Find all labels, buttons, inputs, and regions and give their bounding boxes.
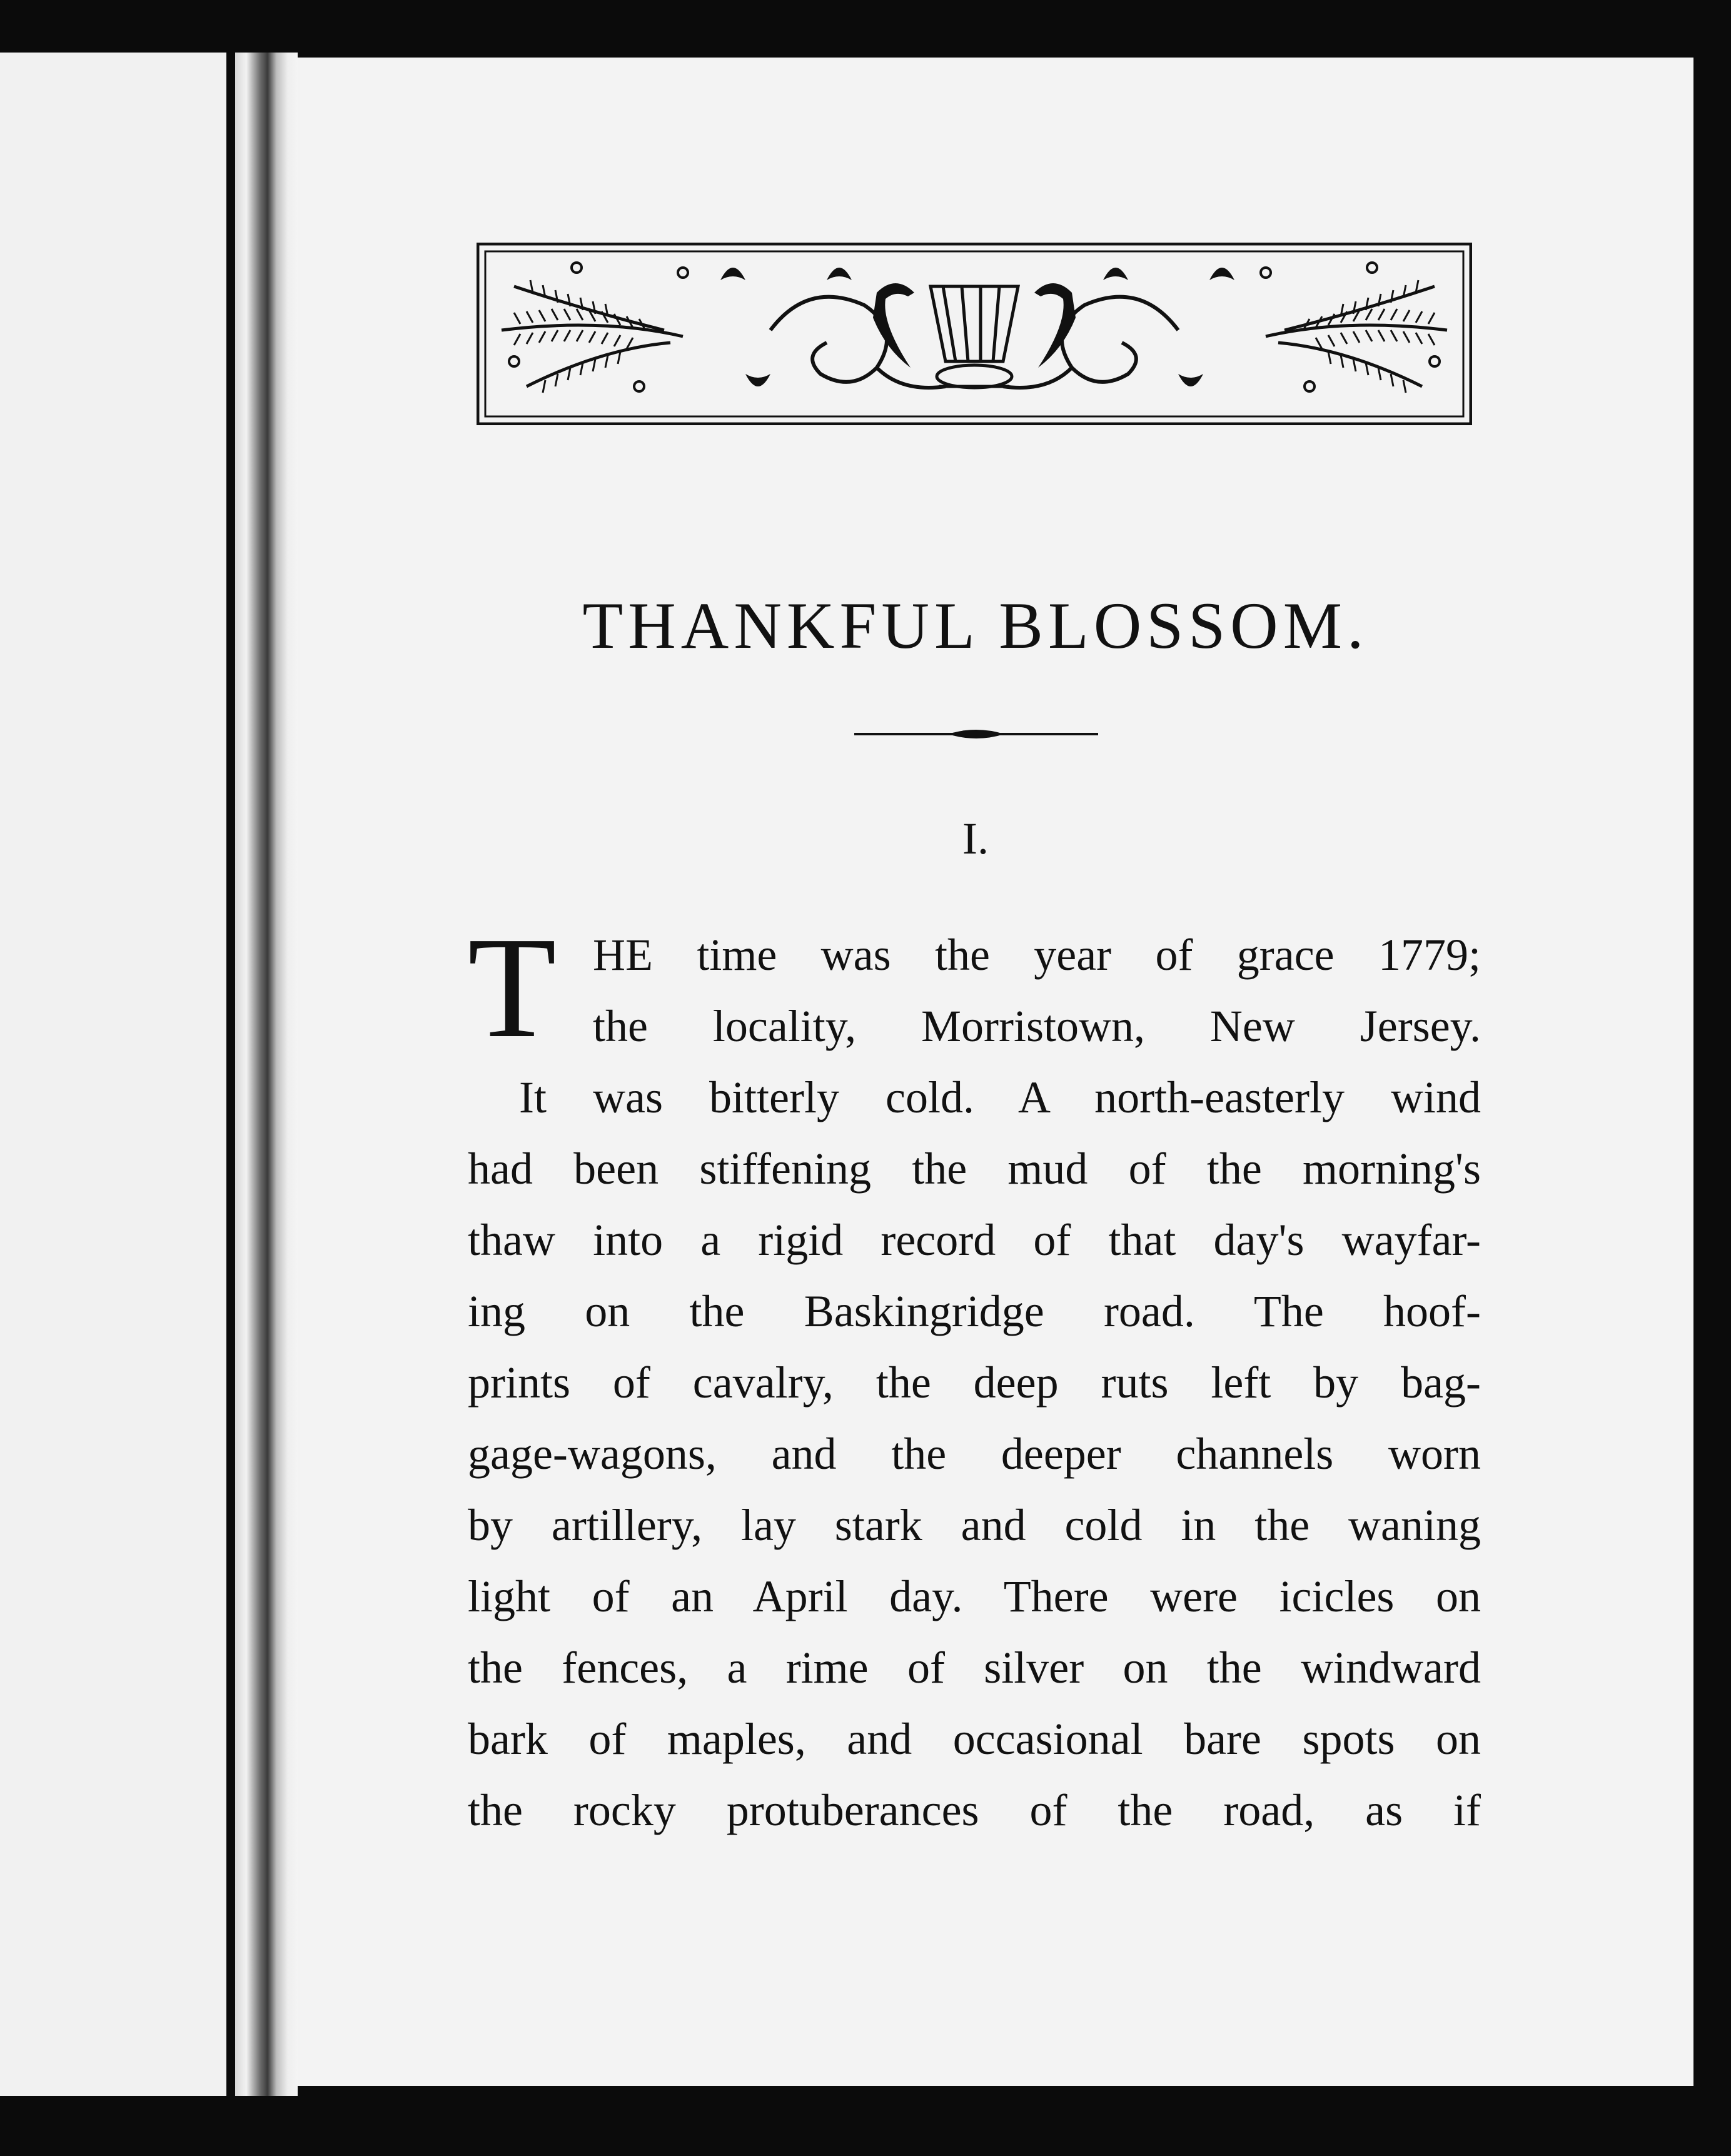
text-line: by artillery, lay stark and cold in the waning [468,1500,1481,1550]
ornamental-rule-icon [854,725,1098,743]
floral-ornament-icon [477,243,1472,425]
gutter [226,53,235,2096]
book-spine [235,53,298,2096]
text-line: the rocky protuberances of the road, as if [468,1785,1481,1835]
text-line: thaw into a rigid record of that day's wayfar- [468,1215,1481,1265]
text-line: light of an April day. There were icicles on [468,1571,1481,1621]
text-line: bark of maples, and occasional bare spots on [468,1714,1481,1764]
text-line: prints of cavalry, the deep ruts left by bag- [468,1358,1481,1408]
left-page [0,53,226,2096]
body-text [468,907,1481,1846]
text-line: had been stiffening the mud of the morning's [468,1144,1481,1194]
drop-cap: T [468,907,557,1068]
chapter-heading: I. [962,814,989,864]
book-title: THANKFUL BLOSSOM. [582,589,1369,662]
text-line: HE time was the year of grace 1779; [593,930,1481,980]
text-line: ing on the Baskingridge road. The hoof- [468,1286,1481,1336]
text-line: the locality, Morristown, New Jersey. [593,1001,1481,1051]
text-line: gage-wagons, and the deeper channels worn [468,1429,1481,1479]
text-line: the fences, a rime of silver on the windward [468,1643,1481,1693]
text-line: It was bitterly cold. A north-easterly wind [519,1072,1481,1122]
